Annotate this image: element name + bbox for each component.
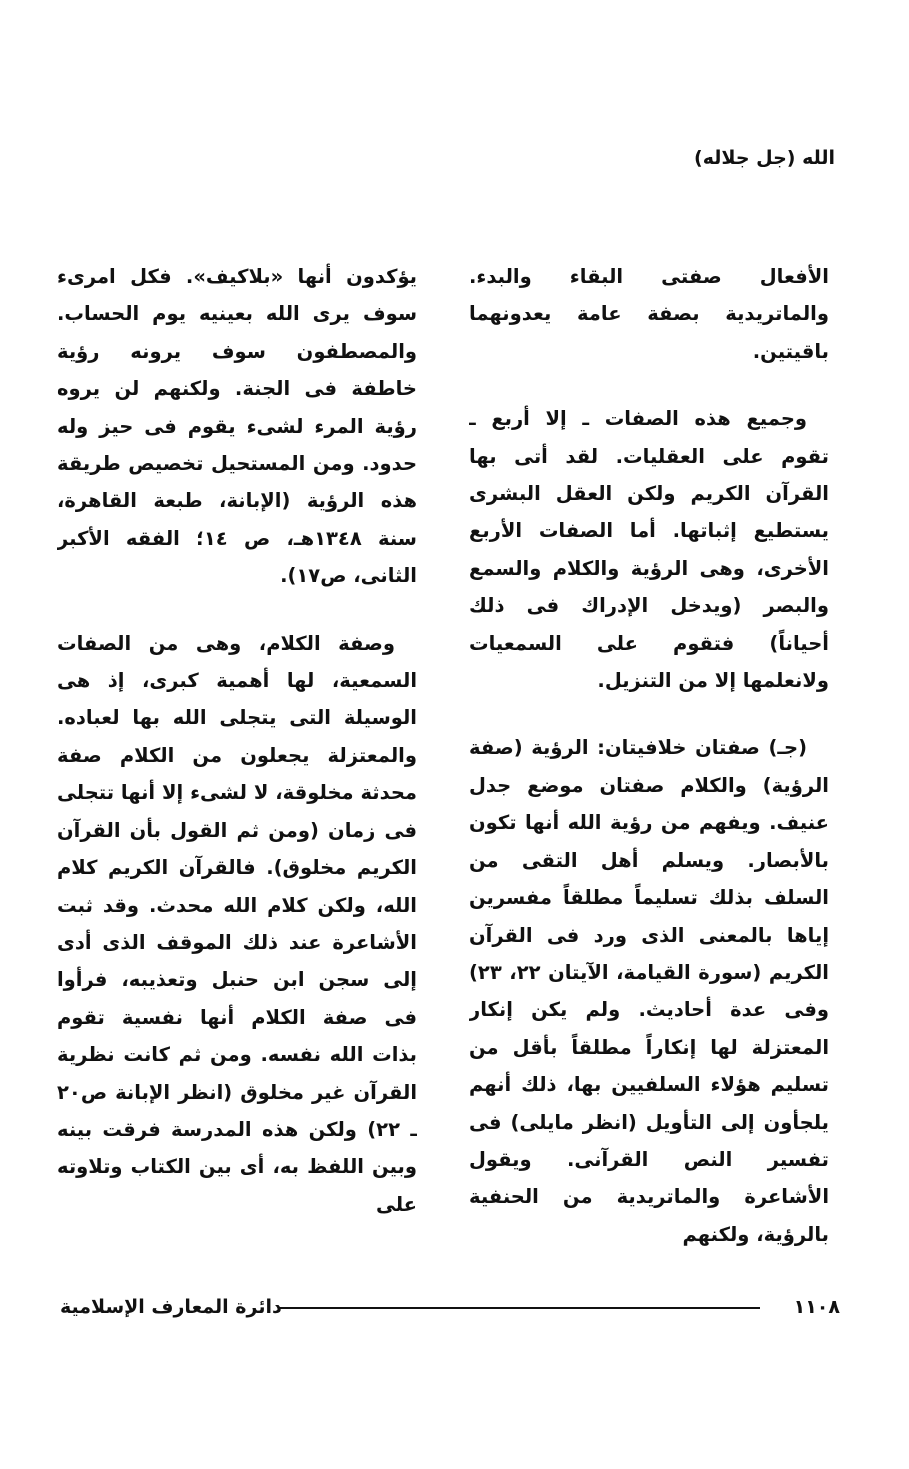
left-column [57,258,417,1248]
paragraph: يؤكدون أنها «بلاكيف». فكل امرىء سوف يرى الله بعينيه يوم الحساب. والمصطفون سوف يرونه رؤية خاطفة فى الجنة. ولكنهم لن يروه رؤية المرء لشىء يقوم فى حيز وله حدود. ومن المستحيل تخصيص طريقة هذه الرؤية (الإبانة، طبعة القاهرة، سنة ١٣٤٨هـ، ص ١٤؛ الفقه الأكبر الثانى، ص١٧). [57,265,417,588]
paragraph: وجميع هذه الصفات ـ إلا أربع ـ تقوم على العقليات. لقد أتى بها القرآن الكريم ولكن العقل البشرى يستطيع إثباتها. أما الصفات الأربع الأخرى، وهى الرؤية والكلام والسمع والبصر (ويدخل الإدراك فى ذلك أحياناً) فتقوم على السمعيات ولانعلمها إلا من التنزيل. [469,407,829,693]
page-number: ١١٠٨ [793,1296,840,1318]
book-title: دائرة المعارف الإسلامية [60,1296,282,1318]
paragraph: الأفعال صفتى البقاء والبدء. والماتريدية بصفة عامة يعدونهما باقيتين. [469,265,829,363]
paragraph: (جـ) صفتان خلافيتان: الرؤية (صفة الرؤية) والكلام صفتان موضع جدل عنيف. ويفهم من رؤية الله أنها تكون بالأبصار. ويسلم أهل التقى من السلف بذلك تسليماً مطلقاً مفسرين إياها بالمعنى الذى ورد فى القرآن الكريم (سورة القيامة، الآيتان ٢٢، ٢٣) وفى عدة أحاديث. ولم يكن إنكار المعتزلة لها إنكاراً مطلقاً بأقل من تسليم هؤلاء السلفيين بها، ذلك أنهم يلجأون إلى التأويل (انظر مايلى) فى تفسير النص القرآنى. ويقول الأشاعرة والماتريدية من الحنفية بالرؤية، ولكنهم [469,736,829,1246]
right-column [469,258,829,1248]
paragraph: وصفة الكلام، وهى من الصفات السمعية، لها أهمية كبرى، إذ هى الوسيلة التى يتجلى الله بها لعباده. والمعتزلة يجعلون من الكلام صفة محدثة مخلوقة، لا لشىء إلا أنها تتجلى فى زمان (ومن ثم القول بأن القرآن الكريم مخلوق). فالقرآن الكريم كلام الله، ولكن كلام الله محدث. وقد ثبت الأشاعرة عند ذلك الموقف الذى أدى إلى سجن ابن حنبل وتعذيبه، فرأوا فى صفة الكلام أنها نفسية تقوم بذات الله نفسه. ومن ثم كانت نظرية القرآن غير مخلوق (انظر الإبانة ص٢٠ ـ ٢٢) ولكن هذه المدرسة فرقت بينه وبين اللفظ به، أى بين الكتاب وتلاوته على [57,631,417,1216]
running-head: الله (جل جلاله) [694,147,835,169]
footer-rule [280,1307,760,1309]
page-footer [60,1290,840,1324]
